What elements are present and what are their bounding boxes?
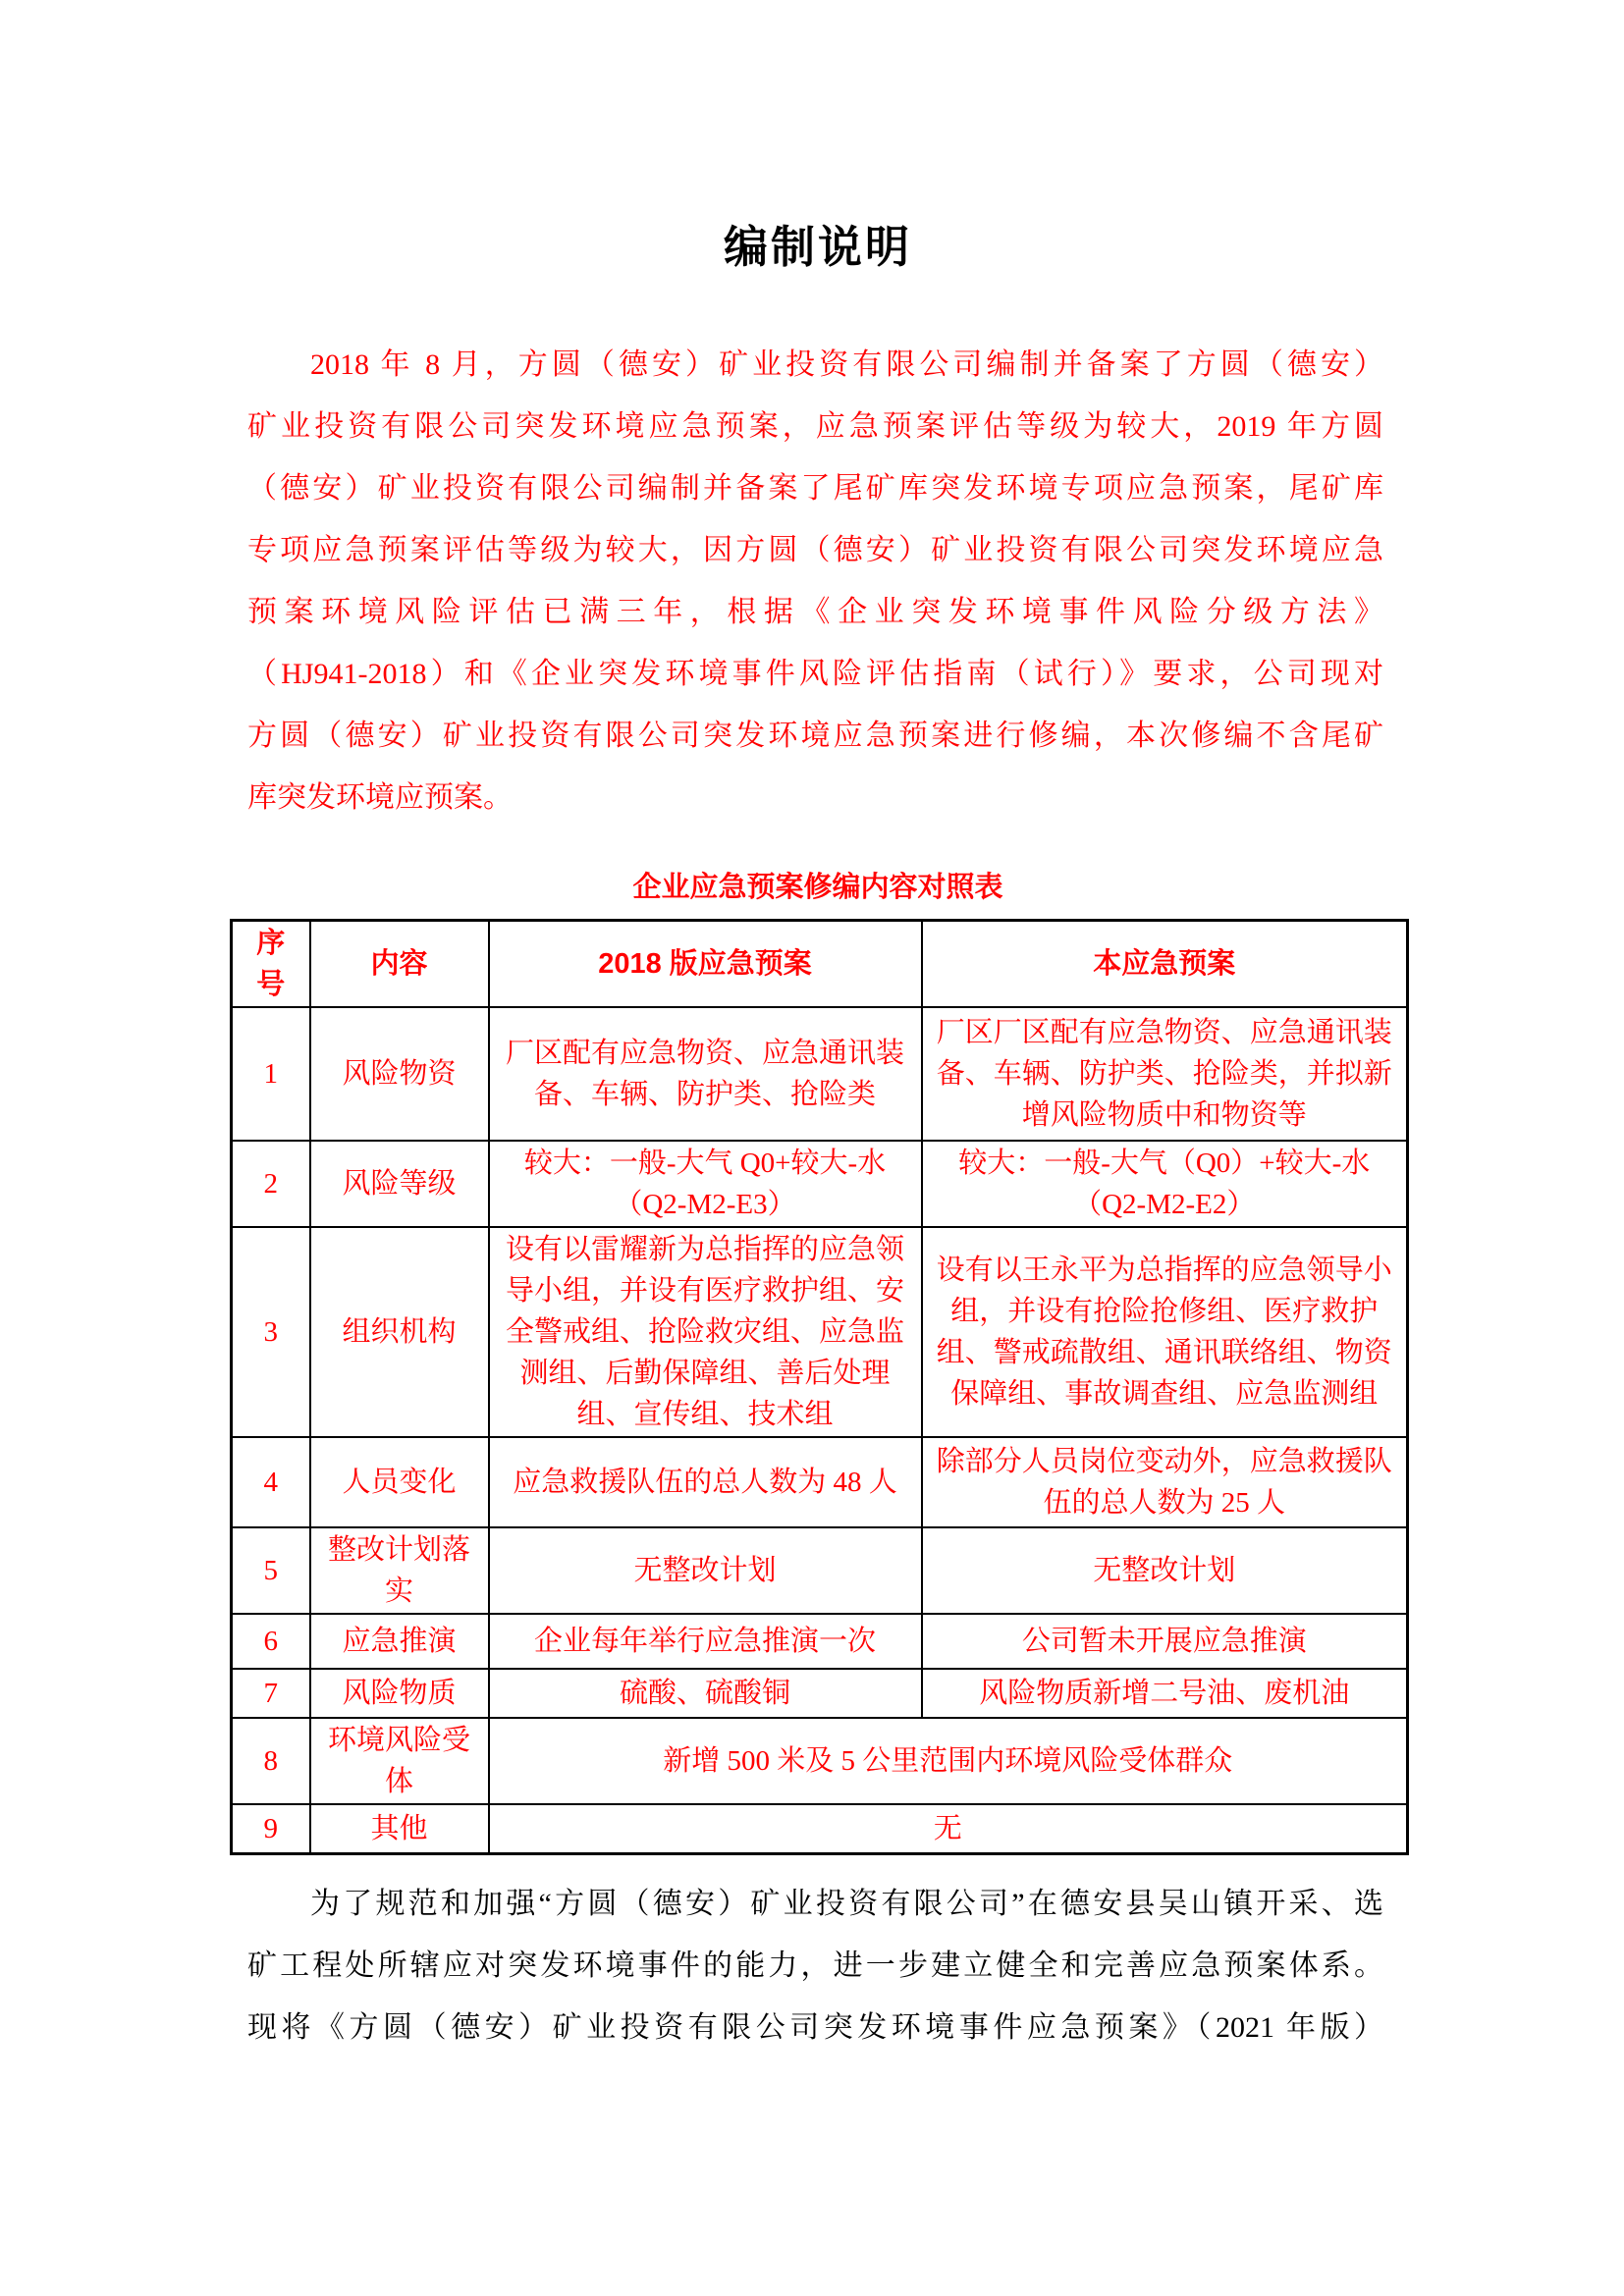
cell-current-plan: 风险物质新增二号油、废机油 <box>922 1669 1408 1718</box>
cell-2018-plan: 厂区配有应急物资、应急通讯装备、车辆、防护类、抢险类 <box>489 1007 922 1141</box>
cell-seq: 3 <box>232 1227 310 1437</box>
cell-current-plan: 较大：一般-大气（Q0）+较大-水（Q2-M2-E2） <box>922 1141 1408 1227</box>
text-line: 库突发环境应预案。 <box>247 781 513 814</box>
cell-seq: 8 <box>232 1718 310 1804</box>
cell-merged: 新增 500 米及 5 公里范围内环境风险受体群众 <box>489 1718 1408 1804</box>
text-line: 矿工程处所辖应对突发环境事件的能力，进一步建立健全和完善应急预案体系。 <box>247 1949 1383 1982</box>
cell-seq: 7 <box>232 1669 310 1718</box>
text-line: 方圆（德安）矿业投资有限公司突发环境应急预案进行修编，本次修编不含尾矿 <box>247 720 1383 752</box>
cell-content: 应急推演 <box>310 1614 489 1669</box>
text-line: 现将《方圆（德安）矿业投资有限公司突发环境事件应急预案》（2021 年版） <box>247 2010 1383 2044</box>
comparison-table <box>230 919 1409 1855</box>
cell-2018-plan: 硫酸、硫酸铜 <box>489 1669 922 1718</box>
table-row <box>232 1527 1408 1614</box>
cell-content: 环境风险受体 <box>310 1718 489 1804</box>
header-current-plan: 本应急预案 <box>922 921 1408 1008</box>
cell-seq: 1 <box>232 1007 310 1141</box>
table-header-row <box>232 921 1408 1008</box>
cell-current-plan: 设有以王永平为总指挥的应急领导小组，并设有抢险抢修组、医疗救护组、警戒疏散组、通讯联络组、物资保障组、事故调查组、应急监测组 <box>922 1227 1408 1437</box>
table-caption: 企业应急预案修编内容对照表 <box>632 872 1003 903</box>
cell-seq: 9 <box>232 1804 310 1853</box>
table-row <box>232 1718 1408 1804</box>
table-row <box>232 1437 1408 1527</box>
text-line: （HJ941-2018）和《企业突发环境事件风险评估指南（试行）》要求，公司现对 <box>247 658 1383 690</box>
header-seq: 序号 <box>232 921 310 1008</box>
cell-content: 整改计划落实 <box>310 1527 489 1614</box>
table-row <box>232 1141 1408 1227</box>
page-content <box>230 0 1406 2058</box>
cell-seq: 4 <box>232 1437 310 1527</box>
table-row <box>232 1227 1408 1437</box>
cell-current-plan: 厂区厂区配有应急物资、应急通讯装备、车辆、防护类、抢险类，并拟新增风险物质中和物资等 <box>922 1007 1408 1141</box>
text-line: 矿业投资有限公司突发环境应急预案，应急预案评估等级为较大，2019 年方圆 <box>247 410 1383 443</box>
cell-content: 风险物质 <box>310 1669 489 1718</box>
text-line: 为了规范和加强“方圆（德安）矿业投资有限公司”在德安县吴山镇开采、选 <box>310 1887 1383 1920</box>
cell-seq: 6 <box>232 1614 310 1669</box>
cell-content: 其他 <box>310 1804 489 1853</box>
cell-current-plan: 除部分人员岗位变动外，应急救援队伍的总人数为 25 人 <box>922 1437 1408 1527</box>
text-line: 专项应急预案评估等级为较大，因方圆（德安）矿业投资有限公司突发环境应急 <box>247 534 1383 566</box>
text-line: 2018 年 8 月，方圆（德安）矿业投资有限公司编制并备案了方圆（德安） <box>310 348 1383 381</box>
header-content: 内容 <box>310 921 489 1008</box>
cell-seq: 5 <box>232 1527 310 1614</box>
cell-content: 风险等级 <box>310 1141 489 1227</box>
cell-merged: 无 <box>489 1804 1408 1853</box>
cell-seq: 2 <box>232 1141 310 1227</box>
cell-2018-plan: 应急救援队伍的总人数为 48 人 <box>489 1437 922 1527</box>
cell-content: 人员变化 <box>310 1437 489 1527</box>
cell-content: 风险物资 <box>310 1007 489 1141</box>
text-line: （德安）矿业投资有限公司编制并备案了尾矿库突发环境专项应急预案，尾矿库 <box>247 472 1383 505</box>
cell-2018-plan: 较大：一般-大气 Q0+较大-水（Q2-M2-E3） <box>489 1141 922 1227</box>
table-row <box>232 1804 1408 1853</box>
header-2018-plan: 2018 版应急预案 <box>489 921 922 1008</box>
text-line: 预案环境风险评估已满三年，根据《企业突发环境事件风险分级方法》 <box>247 596 1383 628</box>
cell-current-plan: 无整改计划 <box>922 1527 1408 1614</box>
closing-paragraph <box>247 1873 1383 2058</box>
cell-2018-plan: 无整改计划 <box>489 1527 922 1614</box>
table-row <box>232 1669 1408 1718</box>
intro-paragraph <box>247 334 1383 828</box>
cell-2018-plan: 设有以雷耀新为总指挥的应急领导小组，并设有医疗救护组、安全警戒组、抢险救灾组、应急监测组、后勤保障组、善后处理组、宣传组、技术组 <box>489 1227 922 1437</box>
table-row <box>232 1614 1408 1669</box>
cell-2018-plan: 企业每年举行应急推演一次 <box>489 1614 922 1669</box>
cell-current-plan: 公司暂未开展应急推演 <box>922 1614 1408 1669</box>
cell-content: 组织机构 <box>310 1227 489 1437</box>
page-title: 编制说明 <box>723 222 912 272</box>
table-row <box>232 1007 1408 1141</box>
